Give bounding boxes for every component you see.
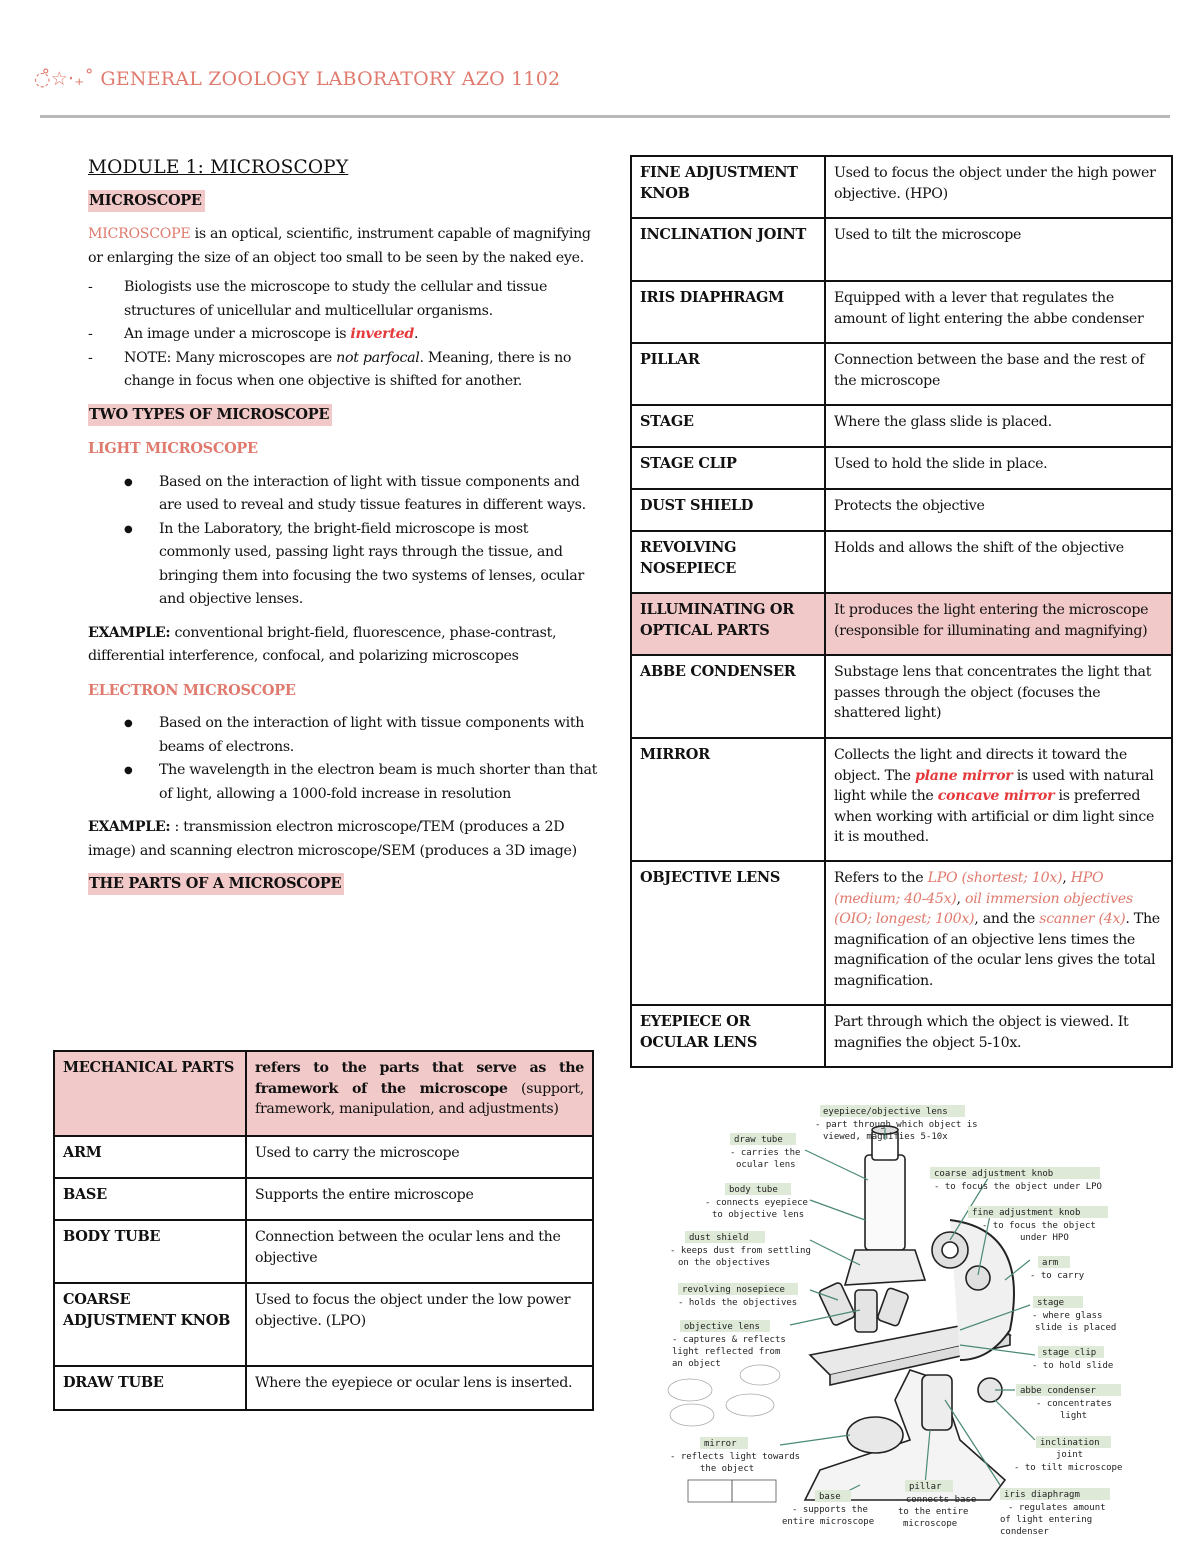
example-label: EXAMPLE: [88, 624, 171, 641]
note-text: . [413, 326, 419, 342]
part-desc: Holds and allows the shift of the objective [825, 531, 1172, 593]
label-body-tube-desc: - connects eyepiece [705, 1198, 808, 1208]
table-row [54, 1178, 593, 1220]
list-item [88, 347, 600, 394]
label-objective-desc: an object [672, 1359, 721, 1369]
label-fine-desc: under HPO [1020, 1233, 1069, 1243]
table-header-row [631, 593, 1172, 655]
table-row [631, 655, 1172, 738]
table-row [54, 1366, 593, 1410]
optical-parts-desc: It produces the light entering the microscope (responsible for illuminating and magnifying) [825, 593, 1172, 655]
left-column [88, 156, 600, 897]
part-desc: Where the glass slide is placed. [825, 405, 1172, 447]
table-row [631, 218, 1172, 281]
mechanical-parts-label: MECHANICAL PARTS [54, 1051, 246, 1136]
part-desc: Equipped with a lever that regulates the amount of light entering the abbe condenser [825, 281, 1172, 343]
part-name: DRAW TUBE [54, 1366, 246, 1410]
part-name: FINE ADJUSTMENT KNOB [631, 156, 825, 218]
part-name: REVOLVING NOSEPIECE [631, 531, 825, 593]
table-header-row [54, 1051, 593, 1136]
mirror-note-box [732, 1480, 776, 1502]
lens-bubble [668, 1379, 712, 1401]
table-row [54, 1220, 593, 1283]
label-coarse-knob: coarse adjustment knob [934, 1169, 1054, 1179]
label-mirror: mirror [704, 1439, 737, 1449]
microscope-term: MICROSCOPE [88, 226, 191, 242]
note-emphasis: not parfocal [336, 349, 420, 366]
mech-desc-rest: (support, framework, manipulation, and adjustments) [255, 1080, 584, 1117]
electron-microscope-heading: ELECTRON MICROSCOPE [88, 681, 296, 699]
part-desc: Supports the entire microscope [246, 1178, 593, 1220]
table-row [54, 1136, 593, 1178]
label-nosepiece: revolving nosepiece [682, 1285, 785, 1295]
light-microscope-list [88, 471, 600, 612]
part-name: STAGE [631, 405, 825, 447]
list-item: - Biologists use the microscope to study the cellular and tissue structures of unicellular and multicellular organisms. [88, 276, 600, 323]
part-name: BASE [54, 1178, 246, 1220]
table-row [631, 861, 1172, 1005]
mech-desc-bold: refers to the parts that serve as the framework of the microscope [255, 1060, 584, 1097]
lens-bubble [740, 1365, 780, 1385]
label-draw-tube: draw tube [734, 1135, 783, 1145]
part-desc: Used to focus the object under the high power objective. (HPO) [825, 156, 1172, 218]
mechanical-parts-desc [246, 1051, 593, 1136]
label-coarse-desc: - to focus the object under LPO [934, 1182, 1102, 1192]
part-name: INCLINATION JOINT [631, 218, 825, 281]
example-label: EXAMPLE: [88, 819, 171, 835]
label-iris-desc: condenser [1000, 1527, 1049, 1537]
label-base: base [819, 1492, 841, 1502]
microscope-diagram [660, 1100, 1140, 1540]
desc-emphasis: LPO (shortest; 10x) [927, 870, 1063, 886]
microscope-def-text: is an optical, scientific, instrument capable of magnifying or enlarging the size of an object too small to be seen by the naked eye. [88, 226, 591, 266]
label-fine-knob: fine adjustment knob [972, 1208, 1081, 1218]
label-arm-desc: - to carry [1030, 1271, 1085, 1281]
label-objective: objective lens [684, 1322, 760, 1332]
label-iris-desc: - regulates amount [1008, 1503, 1106, 1513]
module-title: MODULE 1: MICROSCOPY [88, 157, 349, 178]
part-name: DUST SHIELD [631, 489, 825, 531]
desc-emphasis: HPO (medium; 40-45x) [834, 870, 1104, 907]
table-row [631, 489, 1172, 531]
part-name: MIRROR [631, 738, 825, 861]
table-row [631, 405, 1172, 447]
label-base-desc: entire microscope [782, 1517, 875, 1527]
label-draw-tube-desc: ocular lens [736, 1160, 796, 1170]
label-iris: iris diaphragm [1004, 1490, 1080, 1500]
part-desc: Substage lens that concentrates the light that passes through the object (focuses the shattered light) [825, 655, 1172, 738]
note-emphasis: inverted [350, 326, 414, 342]
section-heading-parts: THE PARTS OF A MICROSCOPE [88, 873, 344, 895]
label-objective-desc: light reflected from [672, 1347, 781, 1357]
list-item: ● Based on the interaction of light with tissue components and are used to reveal and study tissue features in different ways. [88, 471, 600, 518]
label-eyepiece: eyepiece/objective lens [823, 1107, 948, 1117]
label-body-tube: body tube [729, 1185, 778, 1195]
label-inclination: joint [1056, 1450, 1084, 1460]
desc-text: , and the [974, 911, 1040, 927]
part-desc: Connection between the base and the rest of the microscope [825, 343, 1172, 405]
part-desc: Part through which the object is viewed. It magnifies the object 5-10x. [825, 1005, 1172, 1067]
desc-text: is preferred when working with artificial or dim light since it is mouthed. [834, 788, 1155, 845]
table-row [54, 1283, 593, 1366]
part-desc: Connection between the ocular lens and the objective [246, 1220, 593, 1283]
label-stage-clip-desc: - to hold slide [1032, 1361, 1114, 1371]
list-item: ● The wavelength in the electron beam is much shorter than that of light, allowing a 1000-fold increase in resolution [88, 759, 600, 806]
label-fine-desc: - to focus the object [982, 1221, 1096, 1231]
lens-bubble [726, 1394, 774, 1416]
list-item: ● In the Laboratory, the bright-field microscope is most commonly used, passing light rays through the tissue, and bringing them into focusing the two systems of lenses, ocular and objective lenses. [88, 518, 600, 612]
label-body-tube-desc: to objective lens [712, 1210, 805, 1220]
label-inclination: inclination [1040, 1438, 1100, 1448]
page-header: ◌̊☆‧₊˚ GENERAL ZOOLOGY LABORATORY AZO 1102 [34, 68, 561, 90]
optical-parts-label: ILLUMINATING OR OPTICAL PARTS [631, 593, 825, 655]
desc-text: Refers to the [834, 870, 928, 886]
label-abbe-desc: light [1060, 1411, 1088, 1421]
label-base-desc: - supports the [792, 1505, 868, 1515]
part-name: ARM [54, 1136, 246, 1178]
label-stage-desc: slide is placed [1035, 1323, 1117, 1333]
desc-emphasis: concave mirror [937, 788, 1055, 804]
electron-example [88, 816, 600, 863]
table-row [631, 447, 1172, 489]
desc-text: , [956, 890, 965, 907]
label-mirror-desc: the object [700, 1464, 755, 1474]
table-row [631, 738, 1172, 861]
part-name: EYEPIECE OR OCULAR LENS [631, 1005, 825, 1067]
note-text: An image under a microscope is [124, 326, 351, 342]
part-name: STAGE CLIP [631, 447, 825, 489]
desc-text: Collects the light and directs it toward the object. The [834, 747, 1127, 784]
table-row [631, 281, 1172, 343]
label-dust-shield-desc: - keeps dust from settling [670, 1246, 811, 1256]
list-item [88, 323, 600, 347]
label-stage-clip: stage clip [1042, 1348, 1097, 1358]
header-divider [40, 115, 1170, 118]
example-text: conventional bright-field, fluorescence, phase-contrast, differential interference, confocal, and polarizing microscopes [88, 624, 557, 664]
table-row [631, 1005, 1172, 1067]
mirror-note-box [688, 1480, 732, 1502]
light-example [88, 622, 600, 669]
desc-emphasis: plane mirror [915, 767, 1013, 784]
part-name: PILLAR [631, 343, 825, 405]
part-name: IRIS DIAPHRAGM [631, 281, 825, 343]
label-stage-desc: - where glass [1032, 1311, 1103, 1321]
label-mirror-desc: - reflects light towards [670, 1452, 801, 1462]
label-iris-desc: of light entering [1000, 1515, 1093, 1525]
part-desc [825, 738, 1172, 861]
part-name: BODY TUBE [54, 1220, 246, 1283]
part-desc: Used to carry the microscope [246, 1136, 593, 1178]
part-desc: Where the eyepiece or ocular lens is inserted. [246, 1366, 593, 1410]
label-pillar: pillar [909, 1482, 942, 1492]
label-abbe: abbe condenser [1020, 1386, 1096, 1396]
microscope-notes [88, 276, 600, 394]
note-text: NOTE: Many microscopes are [124, 349, 337, 366]
label-pillar-desc: microscope [903, 1519, 958, 1529]
label-dust-shield: dust shield [689, 1233, 749, 1243]
note-text: . Meaning, there is no change in focus when one objective is shifted for another. [124, 349, 572, 389]
section-heading-microscope: MICROSCOPE [88, 190, 205, 212]
label-inclination-desc: - to tilt microscope [1014, 1463, 1123, 1473]
mechanical-parts-table [53, 1050, 594, 1411]
desc-text: , [1062, 870, 1071, 886]
desc-text: is used with natural light while the [834, 767, 1154, 804]
part-name: COARSE ADJUSTMENT KNOB [54, 1283, 246, 1366]
part-desc: Used to hold the slide in place. [825, 447, 1172, 489]
table-row [631, 156, 1172, 218]
part-desc [825, 861, 1172, 1005]
table-row [631, 343, 1172, 405]
label-eyepiece-desc: viewed, magnifies 5-10x [823, 1132, 948, 1142]
microscope-definition [88, 223, 600, 270]
part-desc: Used to tilt the microscope [825, 218, 1172, 281]
lens-bubble [670, 1404, 714, 1426]
label-abbe-desc: - concentrates [1036, 1399, 1112, 1409]
label-arm: arm [1042, 1258, 1059, 1268]
part-name: ABBE CONDENSER [631, 655, 825, 738]
desc-text: . The magnification of an objective lens times the magnification of the ocular lens gives the total magnification. [834, 911, 1160, 989]
part-name: OBJECTIVE LENS [631, 861, 825, 1005]
label-draw-tube-desc: - carries the [730, 1148, 801, 1158]
light-microscope-heading: LIGHT MICROSCOPE [88, 440, 258, 457]
table-row [631, 531, 1172, 593]
section-heading-types: TWO TYPES OF MICROSCOPE [88, 404, 332, 426]
label-objective-desc: - captures & reflects [672, 1335, 786, 1345]
label-stage: stage [1037, 1298, 1065, 1308]
electron-microscope-list [88, 712, 600, 806]
label-nosepiece-desc: - holds the objectives [678, 1298, 798, 1308]
part-desc: Protects the objective [825, 489, 1172, 531]
label-pillar-desc: - connects base [895, 1495, 977, 1505]
label-pillar-desc: to the entire [898, 1507, 969, 1517]
part-desc: Used to focus the object under the low power objective. (LPO) [246, 1283, 593, 1366]
desc-emphasis: scanner (4x) [1039, 911, 1126, 927]
label-dust-shield-desc: on the objectives [678, 1258, 771, 1268]
parts-table-continued [630, 155, 1173, 1068]
desc-emphasis: oil immersion objectives (OIO; longest; 100x) [834, 890, 1133, 927]
list-item: ● Based on the interaction of light with tissue components with beams of electrons. [88, 712, 600, 759]
example-text: : transmission electron microscope/TEM (produces a 2D image) and scanning electron microscope/SEM (produces a 3D image) [88, 819, 577, 859]
label-eyepiece-desc: - part through which object is [815, 1120, 978, 1130]
